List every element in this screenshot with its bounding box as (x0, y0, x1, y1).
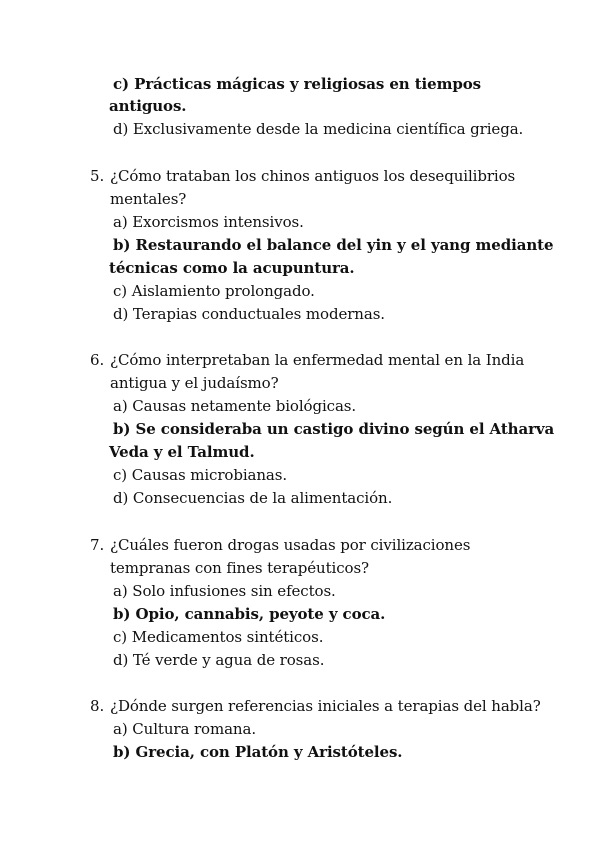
q7-question-line2: tempranas con fines terapéuticos? (110, 559, 369, 577)
q8-number: 8. (90, 697, 105, 715)
q7-text-line1: ¿Cuáles fueron drogas usadas por civilizaciones (110, 536, 471, 554)
q8-option-a: a) Cultura romana. (113, 720, 257, 738)
q4-option-c-correct-line2: antiguos. (109, 97, 187, 115)
q6-option-a: a) Causas netamente biológicas. (113, 397, 357, 415)
q5-option-a: a) Exorcismos intensivos. (113, 213, 304, 231)
q7-number: 7. (90, 536, 105, 554)
q6-option-b-correct-line2: Veda y el Talmud. (109, 443, 255, 461)
q5-option-c: c) Aislamiento prolongado. (113, 282, 315, 300)
q6-option-b-correct-line1: b) Se consideraba un castigo divino según el Atharva (113, 420, 555, 438)
q6-option-d: d) Consecuencias de la alimentación. (113, 489, 393, 507)
q4-option-d: d) Exclusivamente desde la medicina científica griega. (113, 120, 524, 138)
q7-option-a: a) Solo infusiones sin efectos. (113, 582, 336, 600)
q5-number: 5. (90, 167, 105, 185)
q7-option-d: d) Té verde y agua de rosas. (113, 651, 325, 669)
q5-question-line1 (90, 165, 515, 187)
q6-text-line1: ¿Cómo interpretaban la enfermedad mental en la India (110, 351, 525, 369)
q4-option-c-correct-line1: c) Prácticas mágicas y religiosas en tiempos (113, 75, 481, 93)
q6-option-c: c) Causas microbianas. (113, 466, 288, 484)
q6-number: 6. (90, 351, 105, 369)
q7-option-b-correct: b) Opio, cannabis, peyote y coca. (113, 605, 386, 623)
q5-option-d: d) Terapias conductuales modernas. (113, 305, 385, 323)
q6-question-line1 (90, 349, 524, 371)
q7-question-line1 (90, 534, 470, 556)
q5-option-b-correct-line1: b) Restaurando el balance del yin y el yang mediante (113, 236, 554, 254)
q8-text-line1: ¿Dónde surgen referencias iniciales a terapias del habla? (110, 697, 541, 715)
q6-question-line2: antigua y el judaísmo? (110, 374, 279, 392)
q8-question-line1 (90, 695, 541, 717)
q5-option-b-correct-line2: técnicas como la acupuntura. (109, 259, 355, 277)
q5-text-line1: ¿Cómo trataban los chinos antiguos los desequilibrios (110, 167, 516, 185)
q7-option-c: c) Medicamentos sintéticos. (113, 628, 324, 646)
q5-question-line2: mentales? (110, 190, 187, 208)
q8-option-b-correct: b) Grecia, con Platón y Aristóteles. (113, 743, 403, 761)
